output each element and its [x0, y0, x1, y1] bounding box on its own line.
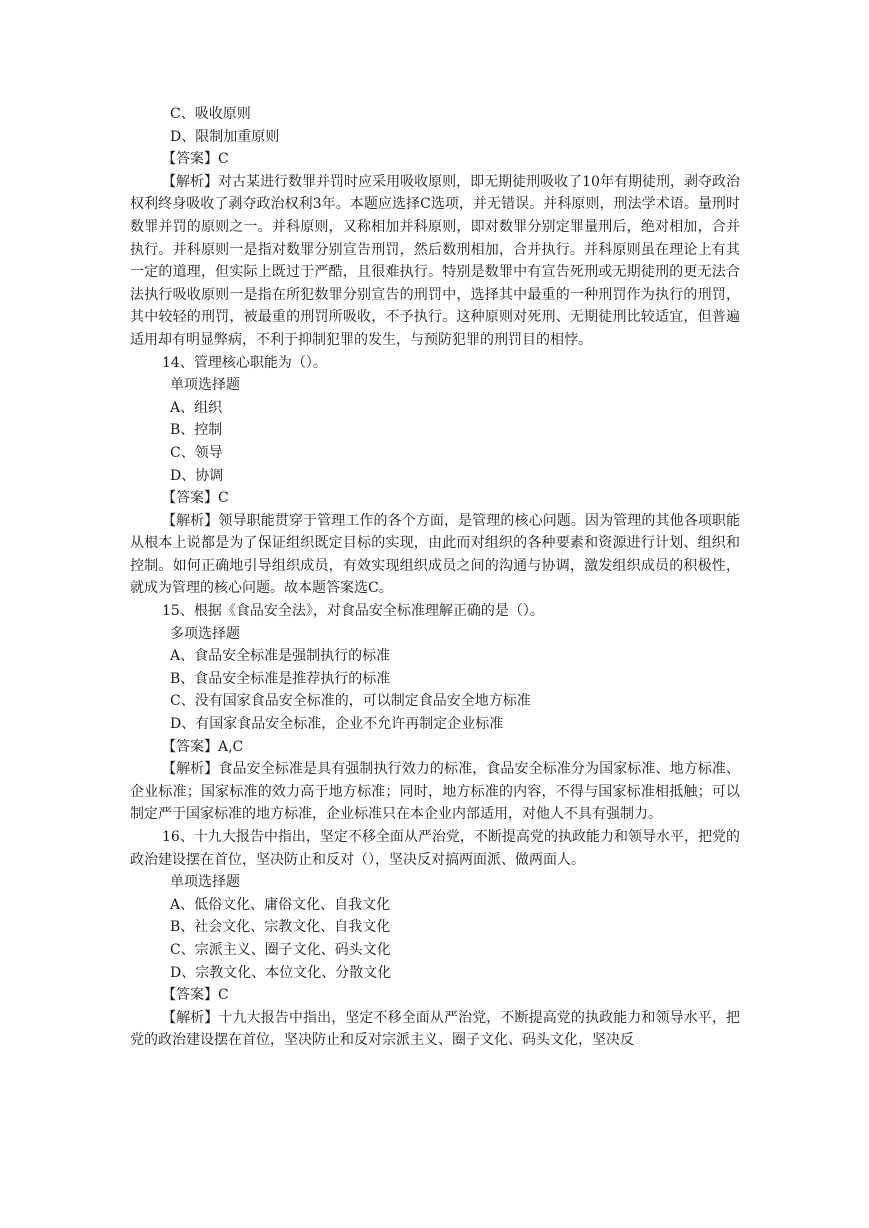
q16-option-c: C、宗派主义、圈子文化、码头文化 — [170, 941, 391, 958]
q13-option-c: C、吸收原则 — [170, 106, 251, 122]
q14-stem: 14、管理核心职能为（）。 — [162, 354, 327, 371]
q14-option-a: A、组织 — [170, 399, 223, 416]
q16-answer: 【答案】C — [162, 987, 229, 1004]
q15-option-a: A、食品安全标准是强制执行的标准 — [170, 648, 391, 665]
q13-analysis: 【解析】对古某进行数罪并罚时应采用吸收原则，即无期徒刑吸收了10年有期徒刑，剥夺政治权利终身吸收了剥夺政治权利3年。本题应选择C选项，并无错误。并科原则，刑法学术语。量刑时数罪并罚的原则之一。并科原则，又称相加并科原则，即对数罪分别定罪量刑后，绝对相加，合并执行。并科原则一是指对数罪分别宣告刑罚，然后数刑相加，合并执行。并科原则虽在理论上有其一定的道理，但实际上既过于严酷，且很难执行。特别是数罪中有宣告死刑或无期徒刑的更无法合法执行吸收原则一是指在所犯数罪分别宣告的刑罚中，选择其中最重的一种刑罚作为执行的刑罚，其中较轻的刑罚，被最重的刑罚所吸收，不予执行。这种原则对死刑、无期徒刑比较适宜，但普遍适用却有明显弊病，不利于抑制犯罪的发生，与预防犯罪的刑罚目的相悖。 — [130, 173, 740, 348]
document-body — [130, 103, 740, 1052]
q16-option-b: B、社会文化、宗教文化、自我文化 — [170, 919, 391, 936]
q15-option-c: C、没有国家食品安全标准的，可以制定食品安全地方标准 — [170, 693, 531, 710]
q14-answer: 【答案】C — [162, 490, 229, 507]
q15-answer: 【答案】A,C — [162, 738, 244, 755]
q14-analysis: 【解析】领导职能贯穿于管理工作的各个方面，是管理的核心问题。因为管理的其他各项职能从根本上说都是为了保证组织既定目标的实现，由此而对组织的各种要素和资源进行计划、组织和控制。如何正确地引导组织成员，有效实现组织成员之间的沟通与协调，激发组织成员的积极性，就成为管理的核心问题。故本题答案选C。 — [130, 512, 740, 597]
q16-option-d: D、宗教文化、本位文化、分散文化 — [170, 964, 392, 981]
q16-type: 单项选择题 — [170, 874, 240, 891]
q15-analysis: 【解析】食品安全标准是具有强制执行效力的标准，食品安全标准分为国家标准、地方标准、企业标准；国家标准的效力高于地方标准；同时，地方标准的内容，不得与国家标准相抵触；可以制定严于国家标准的地方标准，企业标准只在本企业内部适用，对他人不具有强制力。 — [130, 761, 740, 823]
q14-option-d: D、协调 — [170, 467, 224, 484]
q13-option-d: D、限制加重原则 — [170, 128, 280, 145]
q14-option-b: B、控制 — [170, 422, 223, 439]
q14-option-c: C、领导 — [170, 444, 223, 461]
q15-type: 多项选择题 — [170, 625, 240, 642]
q14-type: 单项选择题 — [170, 377, 240, 394]
q16-stem: 16、十九大报告中指出，坚定不移全面从严治党，不断提高党的执政能力和领导水平，把党的政治建设摆在首位，坚决防止和反对（），坚决反对搞两面派、做两面人。 — [130, 829, 740, 868]
q15-option-d: D、有国家食品安全标准，企业不允许再制定企业标准 — [170, 716, 504, 733]
q16-option-a: A、低俗文化、庸俗文化、自我文化 — [170, 896, 391, 913]
q13-answer: 【答案】C — [162, 151, 229, 168]
q15-stem: 15、根据《食品安全法》，对食品安全标准理解正确的是（）。 — [162, 603, 544, 620]
q16-analysis: 【解析】十九大报告中指出，坚定不移全面从严治党，不断提高党的执政能力和领导水平，把党的政治建设摆在首位，坚决防止和反对宗派主义、圈子文化、码头文化，坚决反 — [130, 1009, 740, 1049]
q15-option-b: B、食品安全标准是推荐执行的标准 — [170, 670, 391, 687]
